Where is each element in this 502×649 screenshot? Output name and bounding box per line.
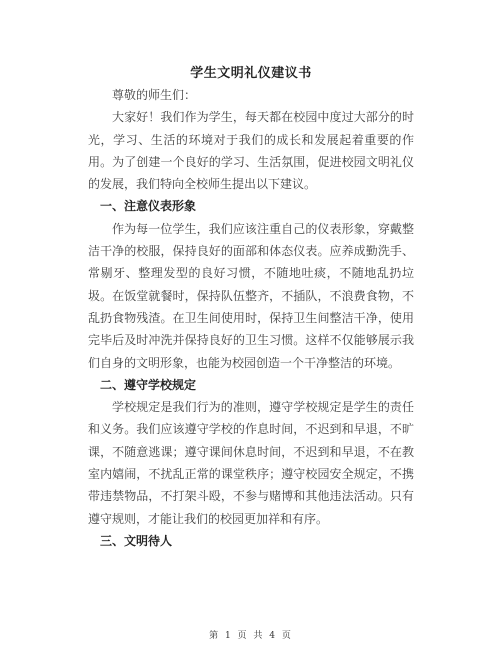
- document-title: 学生文明礼仪建议书: [190, 66, 312, 81]
- section-heading-rules: 二、遵守学校规定: [100, 377, 197, 392]
- intro-paragraph: 大家好！我们作为学生，每天都在校园中度过大部分的时光，学习、生活的环境对于我们的成长和发展起着重要的作用。为了创建一个良好的学习、生活氛围，促进校园文明礼仪的发展，我们特向全校师生提出以下建议。: [88, 110, 414, 192]
- section-heading-appearance: 一、注意仪表形象: [100, 199, 197, 214]
- section-body-rules: 学校规定是我们行为的准则，遵守学校规定是学生的责任和义务。我们应该遵守学校的作息时间，不迟到和早退，不旷课，不随意逃课；遵守课间休息时间，不迟到和早退，不在教室内嬉闹，不扰乱正常的课堂秩序；遵守校园安全规定，不携带违禁物品，不打架斗殴，不参与赌博和其他违法活动。只有遵守规则，才能让我们的校园更加祥和有序。: [88, 400, 414, 526]
- section-heading-courtesy: 三、文明待人: [100, 533, 173, 548]
- page-number-footer: 第 1 页 共 4 页: [209, 631, 293, 641]
- document-body: [88, 84, 414, 552]
- section-body-appearance: 作为每一位学生，我们应该注重自己的仪表形象，穿戴整洁干净的校服，保持良好的面部和体态仪表。应养成勤洗手、常剔牙、整理发型的良好习惯，不随地吐痰，不随地乱扔垃圾。在饭堂就餐时，保持队伍整齐，不插队，不浪费食物，不乱扔食物残渣。在卫生间使用时，保持卫生间整洁干净，使用完毕后及时冲洗并保持良好的卫生习惯。这样不仅能够展示我们自身的文明形象，也能为校园创造一个干净整洁的环境。: [88, 221, 414, 370]
- salutation: 尊敬的师生们：: [112, 88, 197, 102]
